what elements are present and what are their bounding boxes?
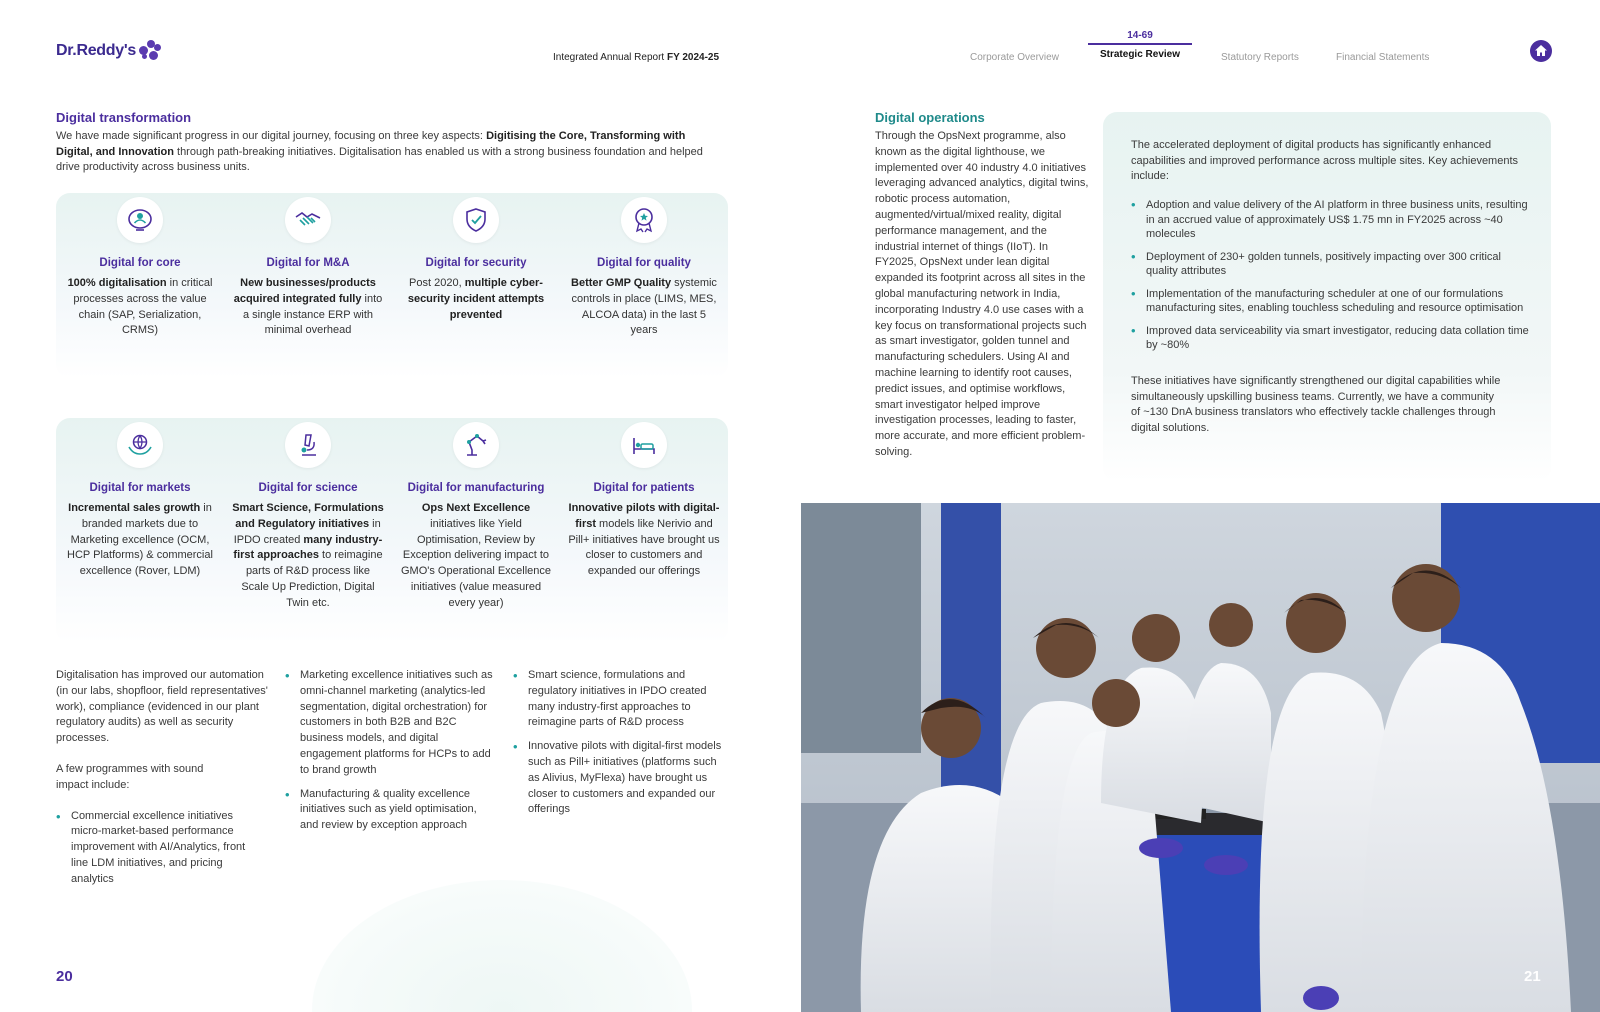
card-body: New businesses/products acquired integrated fully into a single instance ERP with minimal overhead — [233, 277, 383, 337]
robotic-arm-icon — [453, 422, 499, 468]
digital-transformation-intro: We have made significant progress in our digital journey, focusing on three key aspects: Digitising the Core, Transforming with Digital, and Innovation through path-breaking initiatives. Digitalisation has enabled us with a strong business foundation and helped drive productivity across business units. — [56, 130, 703, 173]
programmes-list-3 — [513, 668, 728, 818]
home-icon[interactable] — [1530, 40, 1552, 62]
list-item: • Commercial excellence initiatives micro-market-based performance improvement with AI/Analytics, front line LDM initiatives, and pricing analytics — [56, 809, 256, 888]
report-title: Integrated Annual Report FY 2024-25 — [553, 52, 720, 63]
background-decoration — [312, 880, 692, 1012]
card-body: 100% digitalisation in critical processes across the value chain (SAP, Serialization, CRMS) — [67, 277, 213, 337]
card-digital-for-patients — [560, 418, 728, 612]
card-body: Innovative pilots with digital-first models like Nerivio and Pill+ initiatives have brought us closer to customers and expanded our offerings — [568, 502, 720, 578]
card-digital-for-core — [56, 193, 224, 339]
nav-active-indicator — [1088, 43, 1192, 45]
nav-strategic-pages: 14-69 — [1127, 30, 1153, 41]
globe-hands-icon — [117, 422, 163, 468]
page-number-left: 20 — [56, 968, 73, 985]
card-title: Digital for manufacturing — [407, 482, 545, 494]
hospital-bed-icon — [621, 422, 667, 468]
card-title: Digital for quality — [597, 257, 691, 269]
digital-operations-text: Through the OpsNext programme, also known as the digital lighthouse, we implemented over 40 industry 4.0 initiatives leveraging advanced analytics, digital twins, robotic process automation, augmented/virtual/mixed reality, digital performance management, and the industrial internet of things (IIoT). In FY2025, OpsNext under lean digital expanded its footprint across all sites in the global manufacturing network in India, incorporating Industry 4.0 use cases with a key focus on transformational projects such as smart investigator, golden tunnel and manufacturing schedulers. Using AI and machine learning to identify root causes, predict issues, and optimise workflows, smart investigator helped improve investigation processes, leading to faster, more accurate, and more efficient problem-solving. — [875, 130, 1089, 458]
nav-financial-statements[interactable]: Financial Statements — [1336, 52, 1430, 63]
list-item: • Manufacturing & quality excellence initiatives such as yield optimisation, and review by exception approach — [285, 787, 497, 834]
list-item: • Innovative pilots with digital-first models such as Pill+ initiatives (platforms such as Alivius, MyFlexa) have brought us closer to customers and expanded our offerings — [513, 739, 728, 818]
column-paragraph: A few programmes with sound impact include: — [56, 762, 204, 791]
digital-pillars-panel-1 — [56, 193, 728, 378]
list-item: • Smart science, formulations and regulatory initiatives in IPDO created many industry-first approaches to reimagine parts of R&D process — [513, 668, 728, 731]
programmes-list-2 — [285, 668, 497, 834]
key-achievements-box — [1103, 112, 1551, 482]
card-body: Post 2020, multiple cyber-security incident attempts prevented — [407, 277, 545, 321]
card-body: Better GMP Quality systemic controls in place (LIMS, MES, ALCOA data) in the last 5 years — [571, 277, 717, 337]
list-item: • Adoption and value delivery of the AI platform in three business units, resulting in an accrued value of approximately US$ 1.75 mn in FY2025 across ~40 molecules — [1131, 198, 1529, 242]
list-item: • Marketing excellence initiatives such as omni-channel marketing (analytics-led segmentation, digital orchestration) for customers in both B2B and B2C business models, and digital engagement platforms for HCPs to add to brand growth — [285, 668, 497, 779]
logo-mark-icon — [139, 40, 165, 62]
achievements-list — [1131, 198, 1529, 361]
card-digital-for-markets — [56, 418, 224, 612]
list-item: • Improved data serviceability via smart investigator, reducing data collation time by ~80% — [1131, 324, 1529, 353]
card-digital-for-mna — [224, 193, 392, 339]
logo-text: Dr.Reddy's — [56, 42, 136, 59]
card-digital-for-security — [392, 193, 560, 339]
nav-strategic-label: Strategic Review — [1099, 49, 1181, 60]
card-body: Smart Science, Formulations and Regulatory initiatives in IPDO created many industry-first approaches to reimagine parts of R&D process like Scale Up Prediction, Digital Twin etc. — [232, 502, 384, 609]
programmes-column-1 — [56, 668, 274, 896]
programmes-column-2 — [285, 668, 497, 842]
shield-icon — [453, 197, 499, 243]
company-logo[interactable] — [56, 40, 165, 62]
list-item: • Deployment of 230+ golden tunnels, positively impacting over 300 critical quality attributes — [1131, 250, 1529, 279]
digital-transformation-heading: Digital transformation — [56, 110, 192, 125]
programmes-list-1 — [56, 809, 256, 888]
card-body: Ops Next Excellence initiatives like Yield Optimisation, Review by Exception delivering impact to GMO's Operational Excellence initiatives (value measured every year) — [400, 502, 552, 609]
card-title: Digital for science — [258, 482, 358, 494]
card-title: Digital for core — [99, 257, 181, 269]
digital-operations-heading: Digital operations — [875, 110, 985, 125]
card-title: Digital for security — [425, 257, 527, 269]
nav-statutory-reports[interactable]: Statutory Reports — [1221, 52, 1299, 63]
column-paragraph: Digitalisation has improved our automation (in our labs, shopfloor, field representatives' work), compliance (evidenced in our plant regulatory audits) as well as security processes. — [56, 669, 268, 745]
card-digital-for-manufacturing — [392, 418, 560, 612]
programmes-column-3 — [513, 668, 728, 826]
card-digital-for-quality — [560, 193, 728, 339]
card-title: Digital for markets — [89, 482, 191, 494]
nav-strategic-review[interactable] — [1088, 30, 1192, 60]
handshake-icon — [285, 197, 331, 243]
page-number-right: 21 — [1524, 968, 1541, 985]
card-digital-for-science — [224, 418, 392, 612]
list-item: • Implementation of the manufacturing scheduler at one of our formulations manufacturing sites, enabling touchless scheduling and resource optimisation — [1131, 287, 1529, 316]
microscope-icon — [285, 422, 331, 468]
monitor-user-icon — [117, 197, 163, 243]
card-title: Digital for patients — [593, 482, 695, 494]
card-title: Digital for M&A — [266, 257, 350, 269]
achievements-outro: These initiatives have significantly strengthened our digital capabilities while simultaneously upskilling business teams. Currently, we have a community of ~130 DnA business translators who effectively tackle challenges through digital solutions. — [1131, 375, 1501, 434]
nav-corporate-overview[interactable]: Corporate Overview — [970, 52, 1059, 63]
quality-badge-icon — [621, 197, 667, 243]
lab-team-photo — [801, 503, 1600, 1012]
digital-pillars-panel-2 — [56, 418, 728, 643]
card-body: Incremental sales growth in branded markets due to Marketing excellence (OCM, HCP Platforms) & commercial excellence (Rover, LDM) — [67, 502, 213, 578]
achievements-intro: The accelerated deployment of digital products has significantly enhanced capabilities and improved performance across multiple sites. Key achievements include: — [1131, 139, 1519, 182]
